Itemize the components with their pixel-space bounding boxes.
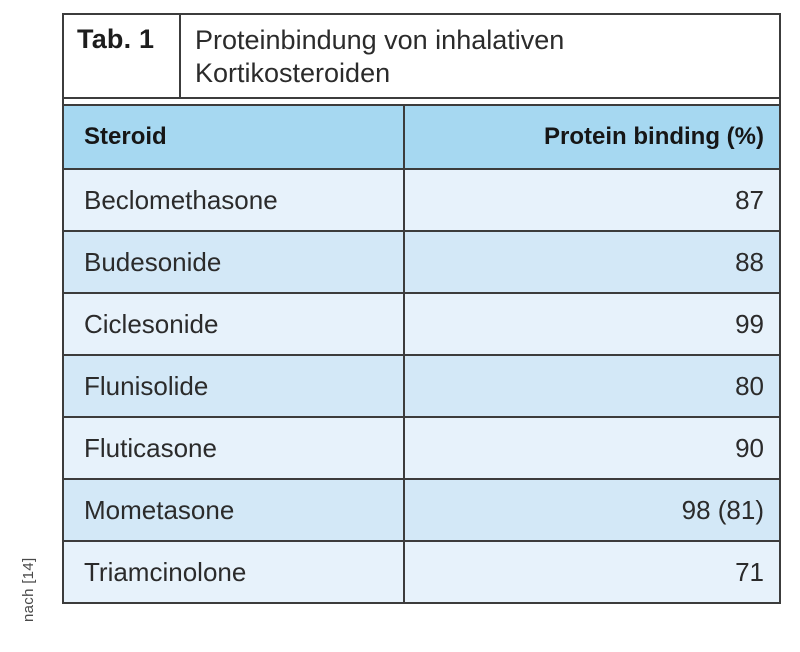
steroid-cell: Triamcinolone [64,542,405,602]
binding-value-cell: 80 [735,370,764,401]
binding-value-cell: 87 [735,184,764,215]
source-note: nach [14] [20,557,37,622]
table-row [64,168,779,230]
steroid-cell: Beclomethasone [64,170,405,230]
table-caption [64,15,779,99]
binding-value-cell: 71 [735,556,764,587]
caption-gap [64,99,779,106]
binding-value-cell: 88 [735,246,764,277]
binding-value-cell: 99 [735,308,764,339]
table-row [64,416,779,478]
table-row [64,540,779,602]
steroid-cell: Fluticasone [64,418,405,478]
table-row [64,354,779,416]
steroid-cell: Mometasone [64,480,405,540]
column-header-protein-binding: Protein binding (%) [544,123,764,150]
steroid-cell: Flunisolide [64,356,405,416]
steroid-cell: Ciclesonide [64,294,405,354]
steroid-cell: Budesonide [64,232,405,292]
table-row [64,478,779,540]
binding-value-cell: 98 (81) [681,494,764,525]
table-caption-label: Tab. 1 [64,15,181,97]
table-figure [62,13,781,604]
table-header-row [64,106,779,168]
table-row [64,292,779,354]
column-header-steroid: Steroid [64,106,405,168]
table-row [64,230,779,292]
table-caption-title: Proteinbindung von inhalativen Kortikosteroiden [195,25,565,88]
binding-value-cell: 90 [735,432,764,463]
